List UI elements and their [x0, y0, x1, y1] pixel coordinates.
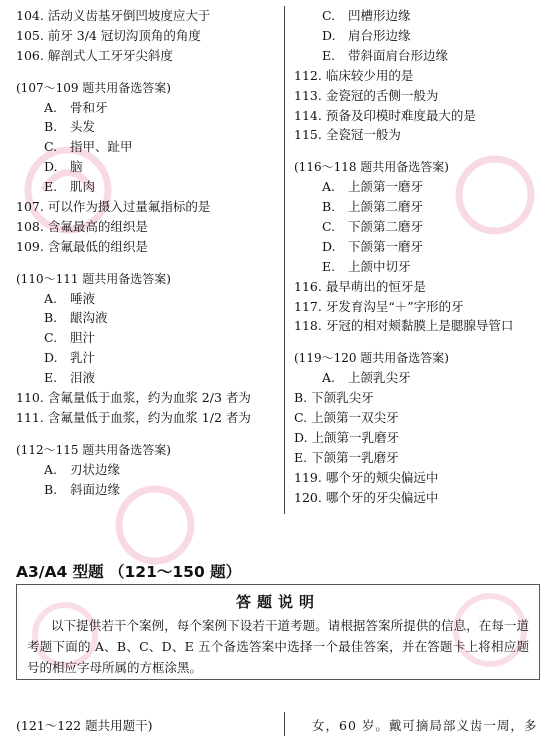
question-item [16, 239, 148, 255]
group-header: (119～120 题共用备选答案) [294, 351, 449, 366]
answer-option [294, 48, 448, 64]
option-letter: E. [44, 370, 58, 386]
option-letter: E. [322, 258, 336, 274]
option-letter: E. [294, 449, 308, 465]
option-letter: C. [44, 139, 58, 155]
option-text: 唾液 [66, 290, 95, 306]
question-number: 106. [16, 47, 44, 63]
option-letter: A. [44, 290, 58, 306]
question-number: 112. [294, 67, 322, 83]
option-text: 上颌第一乳磨牙 [307, 429, 400, 445]
question-text: 含氟量低于血浆，约为血浆 2/3 者为 [43, 390, 251, 406]
question-item [294, 279, 426, 295]
option-letter: E. [322, 47, 336, 63]
question-number: 114. [294, 107, 322, 123]
option-text: 肌肉 [66, 179, 95, 195]
option-letter: C. [44, 330, 58, 346]
option-text: 肩台形边缘 [344, 27, 411, 43]
question-text: 可以作为摄入过量氟指标的是 [43, 199, 211, 215]
option-letter: B. [322, 199, 336, 215]
question-item [16, 390, 251, 406]
option-text: 下颌乳尖牙 [307, 390, 374, 406]
option-letter: B. [44, 119, 58, 135]
answer-option [16, 100, 107, 116]
option-letter: D. [44, 159, 58, 175]
answer-option [294, 390, 374, 406]
section-title: A3/A4 型题 （121～150 题） [16, 563, 242, 581]
question-item [294, 108, 476, 124]
question-item [294, 127, 401, 143]
answer-option [16, 119, 95, 135]
answer-option [294, 430, 399, 446]
question-item [16, 410, 251, 426]
question-number: 107. [16, 199, 44, 215]
option-text: 上颌第一双尖牙 [307, 409, 399, 425]
option-text: 下颌第一乳磨牙 [307, 449, 399, 465]
option-letter: C. [322, 218, 336, 234]
question-item [16, 28, 201, 44]
answer-option [16, 370, 95, 386]
question-text: 哪个牙的牙尖偏远中 [321, 489, 439, 505]
option-letter: B. [44, 481, 58, 497]
question-text: 哪个牙的颊尖偏远中 [321, 469, 439, 485]
answer-option [16, 159, 82, 175]
option-letter: E. [44, 179, 58, 195]
option-text: 凹槽形边缘 [344, 8, 411, 23]
answer-option [294, 199, 423, 215]
question-item [16, 199, 210, 215]
question-item [16, 8, 210, 24]
answer-option [16, 310, 107, 326]
option-letter: A. [44, 99, 58, 115]
question-item [294, 68, 413, 84]
question-number: 118. [294, 318, 322, 334]
question-number: 119. [294, 469, 322, 485]
option-text: 下颌第二磨牙 [344, 218, 423, 234]
option-letter: B. [294, 390, 308, 406]
question-text: 全瓷冠一般为 [321, 127, 401, 143]
answer-option [294, 8, 410, 24]
answer-option [16, 462, 120, 478]
option-text: 胆汁 [66, 330, 95, 346]
question-number: 104. [16, 8, 44, 23]
option-text: 骨和牙 [66, 99, 108, 115]
question-text: 预备及印模时难度最大的是 [321, 107, 476, 123]
question-text: 金瓷冠的舌侧一般为 [321, 87, 439, 103]
question-number: 111. [16, 409, 44, 425]
answer-option [16, 330, 95, 346]
group-header-121-122: (121～122 题共用题干) [16, 718, 153, 733]
question-item [294, 490, 438, 506]
question-item [294, 318, 513, 334]
question-number: 113. [294, 87, 322, 103]
watermark-top-right [440, 140, 550, 254]
option-letter: D. [322, 238, 336, 254]
option-letter: A. [322, 370, 336, 386]
case-stem-text: 女，60 岁。戴可摘局部义齿一周，多 [312, 718, 538, 733]
question-text: 含氟量低于血浆，约为血浆 1/2 者为 [43, 409, 251, 425]
question-number: 116. [294, 278, 322, 294]
option-text: 脑 [66, 159, 83, 175]
question-text: 临床较少用的是 [321, 67, 414, 83]
group-header: (107～109 题共用备选答案) [16, 80, 171, 95]
question-text: 最早萌出的恒牙是 [321, 278, 426, 294]
question-text: 牙发育沟呈“＋”字形的牙 [321, 298, 464, 314]
option-text: 上颌第二磨牙 [344, 199, 423, 215]
column-divider [284, 6, 285, 514]
question-text: 含氟最高的组织是 [43, 218, 148, 234]
question-text: 牙冠的相对颊黏膜上是腮腺导管口 [321, 318, 514, 334]
option-text: 斜面边缘 [66, 481, 120, 497]
question-item [294, 299, 464, 315]
instructions-title: 答题说明 [235, 593, 320, 611]
kaoshiba-logo-watermark-icon [440, 140, 550, 250]
question-item [294, 88, 438, 104]
bottom-column-divider [284, 712, 285, 736]
group-header: (112～115 题共用备选答案) [16, 442, 171, 457]
option-text: 带斜面肩台形边缘 [344, 47, 448, 63]
question-text: 活动义齿基牙倒凹坡度应大于 [43, 8, 211, 23]
question-number: 115. [294, 127, 322, 143]
question-text: 解剖式人工牙牙尖斜度 [43, 47, 173, 63]
answer-option [294, 370, 410, 386]
instructions-box [16, 584, 540, 680]
question-number: 110. [16, 390, 44, 406]
option-letter: D. [322, 27, 336, 43]
option-text: 刃状边缘 [66, 461, 120, 477]
answer-option [16, 350, 95, 366]
option-letter: B. [44, 310, 58, 326]
answer-option [294, 410, 399, 426]
question-number: 105. [16, 27, 44, 43]
question-number: 108. [16, 218, 44, 234]
question-text: 含氟最低的组织是 [43, 238, 148, 254]
option-text: 上颌中切牙 [344, 258, 411, 274]
option-text: 上颌第一磨牙 [344, 179, 423, 195]
option-text: 头发 [66, 119, 95, 135]
option-text: 龈沟液 [66, 310, 108, 326]
option-letter: C. [294, 409, 308, 425]
option-text: 下颌第一磨牙 [344, 238, 423, 254]
option-letter: D. [44, 350, 58, 366]
option-text: 指甲、趾甲 [66, 139, 133, 155]
answer-option [294, 28, 410, 44]
answer-option [16, 139, 132, 155]
option-letter: C. [322, 8, 336, 23]
answer-option [16, 179, 95, 195]
question-item [16, 48, 173, 64]
answer-option [294, 239, 423, 255]
question-item [16, 219, 148, 235]
group-header: (110～111 题共用备选答案) [16, 271, 171, 286]
question-item [294, 470, 438, 486]
option-text: 乳汁 [66, 350, 95, 366]
answer-option [294, 450, 399, 466]
answer-option [16, 482, 120, 498]
answer-option [294, 259, 410, 275]
answer-option [16, 291, 95, 307]
instructions-text: 以下提供若干个案例，每个案例下设若干道考题。请根据答案所提供的信息，在每一道考题下面的 A、B、C、D、E 五个备选答案中选择一个最佳答案，并在答题卡上将相应题号的相应字母所属的方框涂黑。 [27, 618, 529, 675]
option-letter: D. [294, 429, 308, 445]
option-text: 上颌乳尖牙 [344, 370, 411, 386]
option-text: 泪液 [66, 370, 95, 386]
question-text: 前牙 3/4 冠切沟顶角的角度 [43, 27, 201, 43]
answer-option [294, 179, 423, 195]
question-number: 109. [16, 238, 44, 254]
option-letter: A. [322, 179, 336, 195]
question-number: 120. [294, 489, 322, 505]
answer-option [294, 219, 423, 235]
group-header: (116～118 题共用备选答案) [294, 160, 449, 175]
option-letter: A. [44, 461, 58, 477]
question-number: 117. [294, 298, 322, 314]
